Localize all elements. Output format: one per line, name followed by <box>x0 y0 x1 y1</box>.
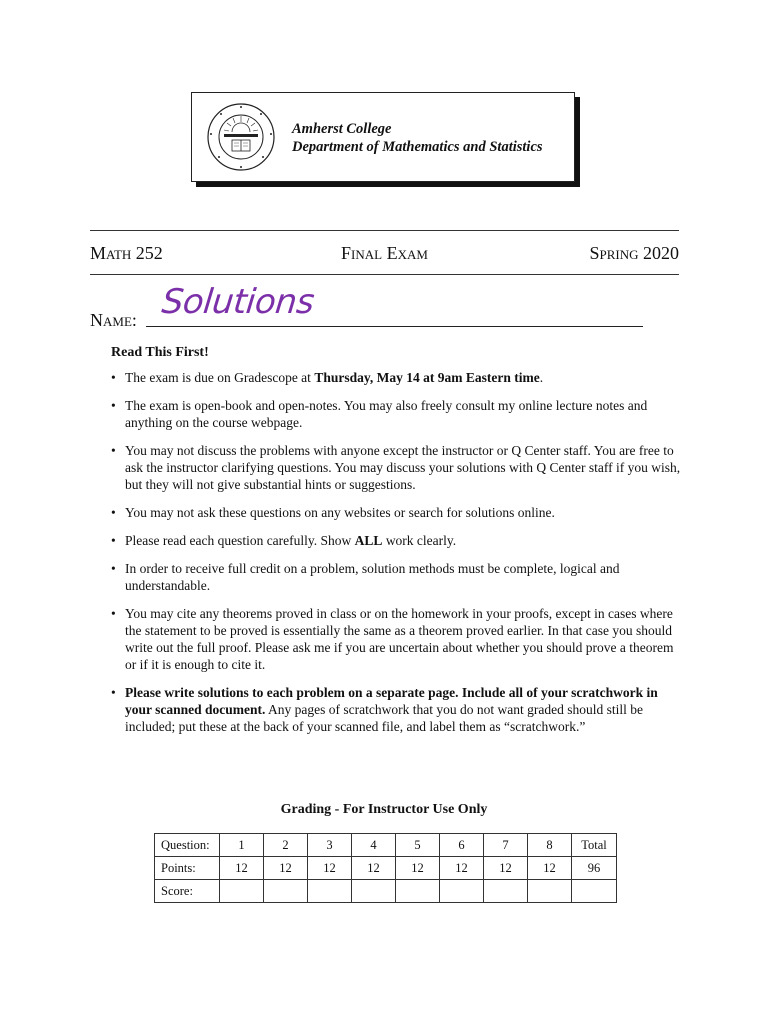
instructions-section <box>111 344 681 746</box>
institution-header-box <box>191 92 575 182</box>
question-cell: 3 <box>308 834 352 857</box>
total-score-cell <box>572 880 617 903</box>
list-item: • Please read each question carefully. Show ALL work clearly. <box>111 533 457 548</box>
question-cell: 1 <box>220 834 264 857</box>
total-header-cell: Total <box>572 834 617 857</box>
instructions-list <box>111 369 681 735</box>
score-cell <box>440 880 484 903</box>
list-item: • The exam is due on Gradescope at Thursday, May 14 at 9am Eastern time. <box>111 370 544 385</box>
table-row-points <box>155 857 617 880</box>
score-cell <box>484 880 528 903</box>
question-cell: 8 <box>528 834 572 857</box>
list-item: • You may not ask these questions on any websites or search for solutions online. <box>111 505 555 520</box>
points-cell: 12 <box>308 857 352 880</box>
table-row-score <box>155 880 617 903</box>
list-item: • Please write solutions to each problem on a separate page. Include all of your scratchwork in your scanned document. Any pages of scratchwork that you do not want graded should still be included; put these at the back of your scanned file, and label them as “scratchwork.” <box>111 685 658 734</box>
points-cell: 12 <box>440 857 484 880</box>
row-label-score: Score: <box>155 880 220 903</box>
row-label-points: Points: <box>155 857 220 880</box>
institution-line-2: Department of Mathematics and Statistics <box>292 139 543 155</box>
score-cell <box>352 880 396 903</box>
institution-name <box>292 120 543 156</box>
table-row-questions <box>155 834 617 857</box>
total-points-cell: 96 <box>572 857 617 880</box>
grading-table <box>154 833 617 903</box>
score-cell <box>308 880 352 903</box>
points-cell: 12 <box>264 857 308 880</box>
list-item: • The exam is open-book and open-notes. You may also freely consult my online lecture notes and anything on the course webpage. <box>111 398 648 430</box>
exam-title-row <box>90 243 679 267</box>
top-rule <box>90 230 679 231</box>
list-item: • You may not discuss the problems with anyone except the instructor or Q Center staff. You are free to ask the instructor clarifying questions. You may discuss your solutions with Q Center staff if you wish, but they will not give substantial hints or suggestions. <box>111 443 681 492</box>
score-cell <box>528 880 572 903</box>
name-underline <box>146 326 643 327</box>
course-code: Math 252 <box>90 243 163 263</box>
grading-title: Grading - For Instructor Use Only <box>280 802 488 817</box>
exam-term: Spring 2020 <box>589 243 679 263</box>
institution-line-1: Amherst College <box>292 121 392 137</box>
list-item: • You may cite any theorems proved in class or on the homework in your proofs, except in cases where the statement to be proved is essentially the same as a theorem proved earlier. In that case you should write out the full proof. Please ask me if you are uncertain about whether you should prove a theorem or if it is enough to cite it. <box>111 606 674 672</box>
score-cell <box>396 880 440 903</box>
score-cell <box>220 880 264 903</box>
name-label: Name: <box>90 310 137 330</box>
list-item: • In order to receive full credit on a problem, solution methods must be complete, logical and understandable. <box>111 561 620 593</box>
points-cell: 12 <box>396 857 440 880</box>
points-cell: 12 <box>352 857 396 880</box>
handwritten-name: Solutions <box>159 282 316 322</box>
question-cell: 6 <box>440 834 484 857</box>
points-cell: 12 <box>484 857 528 880</box>
college-seal-icon <box>206 102 276 172</box>
points-cell: 12 <box>528 857 572 880</box>
instructions-heading: Read This First! <box>111 345 209 360</box>
bottom-rule <box>90 274 679 275</box>
row-label-question: Question: <box>155 834 220 857</box>
exam-title: Final Exam <box>341 243 428 263</box>
points-cell: 12 <box>220 857 264 880</box>
score-cell <box>264 880 308 903</box>
question-cell: 7 <box>484 834 528 857</box>
question-cell: 5 <box>396 834 440 857</box>
question-cell: 4 <box>352 834 396 857</box>
question-cell: 2 <box>264 834 308 857</box>
